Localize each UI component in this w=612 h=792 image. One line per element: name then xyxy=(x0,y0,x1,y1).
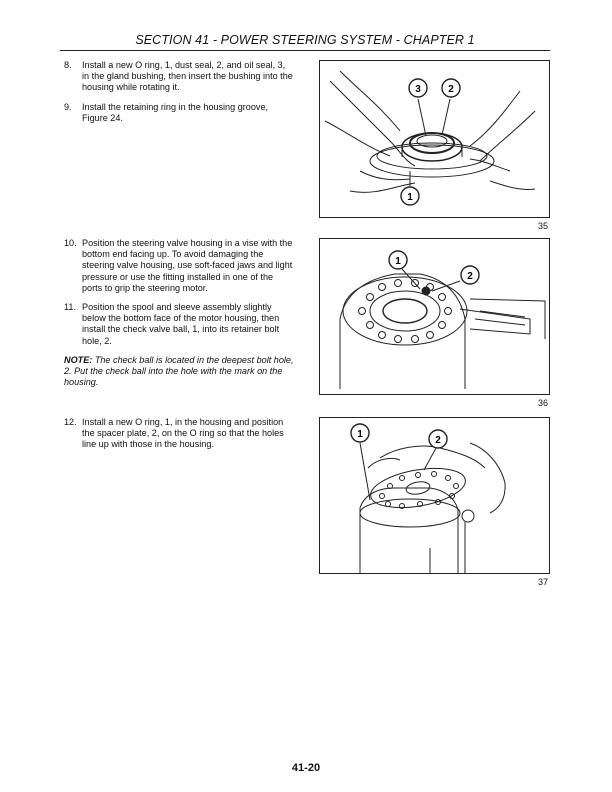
note-text: The check ball is located in the deepest bolt hole, 2. Put the check ball into the hole with the mark on the housing. xyxy=(64,355,294,388)
step-text: Install the retaining ring in the housing groove, Figure 24. xyxy=(82,102,269,124)
page-number: 41-20 xyxy=(291,762,321,774)
svg-text:1: 1 xyxy=(357,429,363,440)
callout-1 xyxy=(389,251,407,269)
svg-text:2: 2 xyxy=(435,435,441,446)
callout-2 xyxy=(429,430,447,448)
figure-36-box xyxy=(319,238,550,395)
figure-37-number: 37 xyxy=(537,577,548,587)
svg-text:1: 1 xyxy=(395,256,401,267)
callout-1 xyxy=(401,187,419,205)
callout-2 xyxy=(442,79,460,97)
step-number: 8. xyxy=(64,60,72,70)
svg-text:2: 2 xyxy=(448,84,454,95)
step-number: 11. xyxy=(64,302,76,312)
step-number: 12. xyxy=(64,417,77,427)
figure-36-number: 36 xyxy=(537,398,548,408)
step-text: Position the steering valve housing in a vise with the bottom end facing up. To avoid damaging the steering valve housing, use soft-faced jaws and light pressure or use the fitting installed in one of the ports to grip the steering motor. xyxy=(82,238,293,293)
step-12 xyxy=(64,417,294,451)
section-header: SECTION 41 - POWER STEERING SYSTEM - CHAPTER 1 xyxy=(135,33,475,47)
step-text: Install a new O ring, 1, dust seal, 2, and oil seal, 3, in the gland bushing, then insert the bushing into the housing while rotating it. xyxy=(82,60,293,93)
step-number: 10. xyxy=(64,238,77,248)
svg-text:1: 1 xyxy=(407,192,413,203)
figure-37-box xyxy=(319,417,550,574)
callout-2 xyxy=(461,266,479,284)
header-rule xyxy=(60,50,550,51)
callout-1 xyxy=(351,424,369,442)
step-text: Position the spool and sleeve assembly slightly below the bottom face of the motor housing, then install the check valve ball, 1, into its retainer bolt hole, 2. xyxy=(82,302,280,346)
svg-text:3: 3 xyxy=(415,84,421,95)
callout-3 xyxy=(409,79,427,97)
note xyxy=(64,355,296,389)
step-9 xyxy=(64,102,294,124)
step-number: 9. xyxy=(64,102,72,112)
step-8 xyxy=(64,60,294,94)
step-10 xyxy=(64,238,294,294)
figure-36-illustration xyxy=(320,239,549,394)
figure-35-number: 35 xyxy=(537,221,548,231)
figure-35-illustration xyxy=(320,61,549,217)
step-text: Install a new O ring, 1, in the housing and position the spacer plate, 2, on the O ring so that the holes line up with those in the housing. xyxy=(82,417,284,450)
figure-37-illustration xyxy=(320,418,549,573)
step-11 xyxy=(64,302,294,347)
svg-text:2: 2 xyxy=(467,271,473,282)
note-label: NOTE: xyxy=(64,355,93,365)
figure-35-box xyxy=(319,60,550,218)
